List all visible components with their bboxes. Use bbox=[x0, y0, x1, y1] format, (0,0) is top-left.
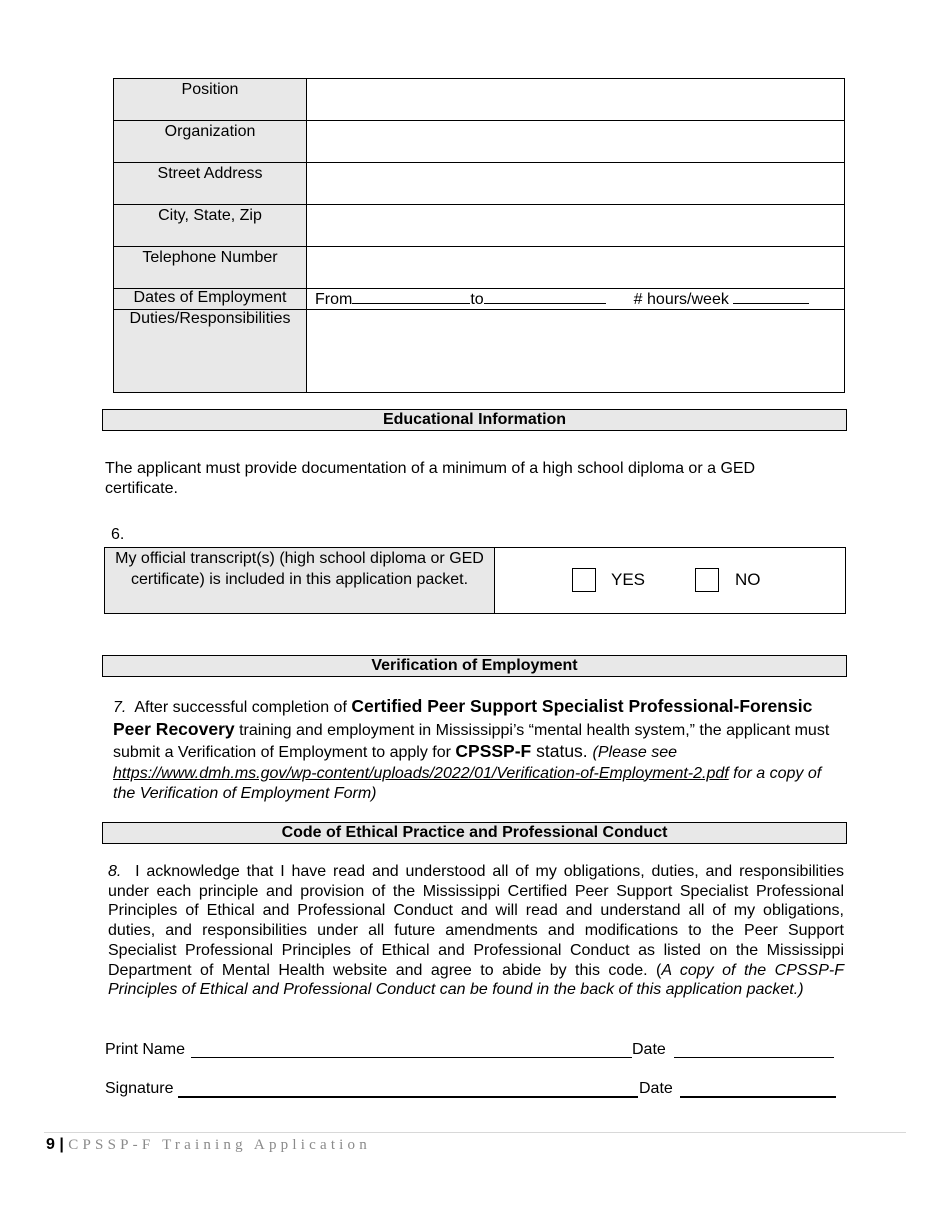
footer-rule bbox=[44, 1132, 906, 1133]
organization-field[interactable] bbox=[307, 121, 845, 163]
item-8-number: 8. bbox=[108, 863, 122, 880]
item-7-number: 7. bbox=[113, 699, 127, 716]
print-name-label: Print Name bbox=[105, 1041, 186, 1058]
street-address-label: Street Address bbox=[114, 163, 307, 205]
ethics-header: Code of Ethical Practice and Professional Conduct bbox=[102, 822, 847, 844]
verification-italic-2: for a copy of the Verification of Employment Form) bbox=[113, 764, 822, 802]
date-line-1[interactable] bbox=[674, 1057, 834, 1058]
verification-form-link[interactable]: https://www.dmh.ms.gov/wp-content/uploads/2022/01/Verification-of-Employment-2.pdf bbox=[113, 764, 729, 782]
from-label: From bbox=[315, 291, 353, 308]
verification-text-1: After successful completion of bbox=[134, 699, 352, 716]
program-name: Certified Peer Support Specialist Professional-Forensic Peer Recovery bbox=[113, 696, 813, 739]
employment-table bbox=[113, 78, 845, 393]
education-intro: The applicant must provide documentation of a minimum of a high school diploma or a GED certificate. bbox=[105, 460, 756, 497]
ethics-italic: A copy of the CPSSP-F Principles of Ethical and Professional Conduct can be found in the back of this application packet.) bbox=[108, 961, 844, 999]
yes-label: YES bbox=[611, 570, 646, 589]
from-date-line[interactable] bbox=[352, 289, 470, 304]
footer bbox=[46, 1136, 371, 1154]
ethics-text: I acknowledge that I have read and understood all of my obligations, duties, and responsibilities under each principle and provision of the Mississippi Certified Peer Support Specialist Professional Principles of Ethical and Professional Conduct and will read and understand all of my obligations, duties, and responsibilities under all future amendments and modifications to the Peer Support Specialist Professional Principles of Ethical and Professional Conduct as listed on the Mississippi Department of Mental Health website and agree to abide by this code. ( bbox=[108, 863, 845, 979]
signature-label: Signature bbox=[105, 1080, 174, 1097]
transcript-question: My official transcript(s) (high school diploma or GED certificate) is included in this application packet. bbox=[105, 548, 495, 613]
verification-text-3: status. bbox=[531, 741, 593, 761]
to-date-line[interactable] bbox=[484, 289, 606, 304]
print-name-line[interactable] bbox=[191, 1057, 632, 1058]
cpssp-f-status: CPSSP-F bbox=[455, 741, 532, 761]
verification-paragraph bbox=[113, 696, 835, 805]
date-label-2: Date bbox=[639, 1080, 673, 1097]
ethics-paragraph bbox=[108, 862, 844, 1000]
dates-of-employment-field bbox=[307, 289, 845, 310]
city-state-zip-label: City, State, Zip bbox=[114, 205, 307, 247]
item-6-number: 6. bbox=[111, 526, 125, 543]
position-field[interactable] bbox=[307, 79, 845, 121]
educational-information-header: Educational Information bbox=[102, 409, 847, 431]
footer-separator: | bbox=[59, 1136, 64, 1153]
verification-header: Verification of Employment bbox=[102, 655, 847, 677]
footer-title: CPSSP-F Training Application bbox=[68, 1137, 371, 1153]
telephone-field[interactable] bbox=[307, 247, 845, 289]
to-label: to bbox=[470, 291, 484, 308]
yes-checkbox[interactable] bbox=[572, 568, 596, 592]
no-checkbox[interactable] bbox=[695, 568, 719, 592]
duties-field[interactable] bbox=[307, 310, 845, 393]
hours-week-label: # hours/week bbox=[633, 291, 729, 308]
page-number: 9 bbox=[46, 1136, 55, 1153]
verification-text-2: training and employment in Mississippi’s “mental health system,” the applicant must submit a Verification of Employment to apply for bbox=[113, 721, 830, 761]
date-line-2[interactable] bbox=[680, 1096, 836, 1098]
verification-italic-1: (Please see bbox=[592, 744, 678, 761]
signature-line[interactable] bbox=[178, 1096, 638, 1098]
duties-label: Duties/Responsibilities bbox=[114, 310, 307, 393]
telephone-label: Telephone Number bbox=[114, 247, 307, 289]
street-address-field[interactable] bbox=[307, 163, 845, 205]
city-state-zip-field[interactable] bbox=[307, 205, 845, 247]
hours-week-line[interactable] bbox=[733, 289, 809, 304]
position-label: Position bbox=[114, 79, 307, 121]
organization-label: Organization bbox=[114, 121, 307, 163]
date-label-1: Date bbox=[632, 1041, 666, 1058]
no-label: NO bbox=[735, 570, 761, 589]
dates-of-employment-label: Dates of Employment bbox=[114, 289, 307, 310]
